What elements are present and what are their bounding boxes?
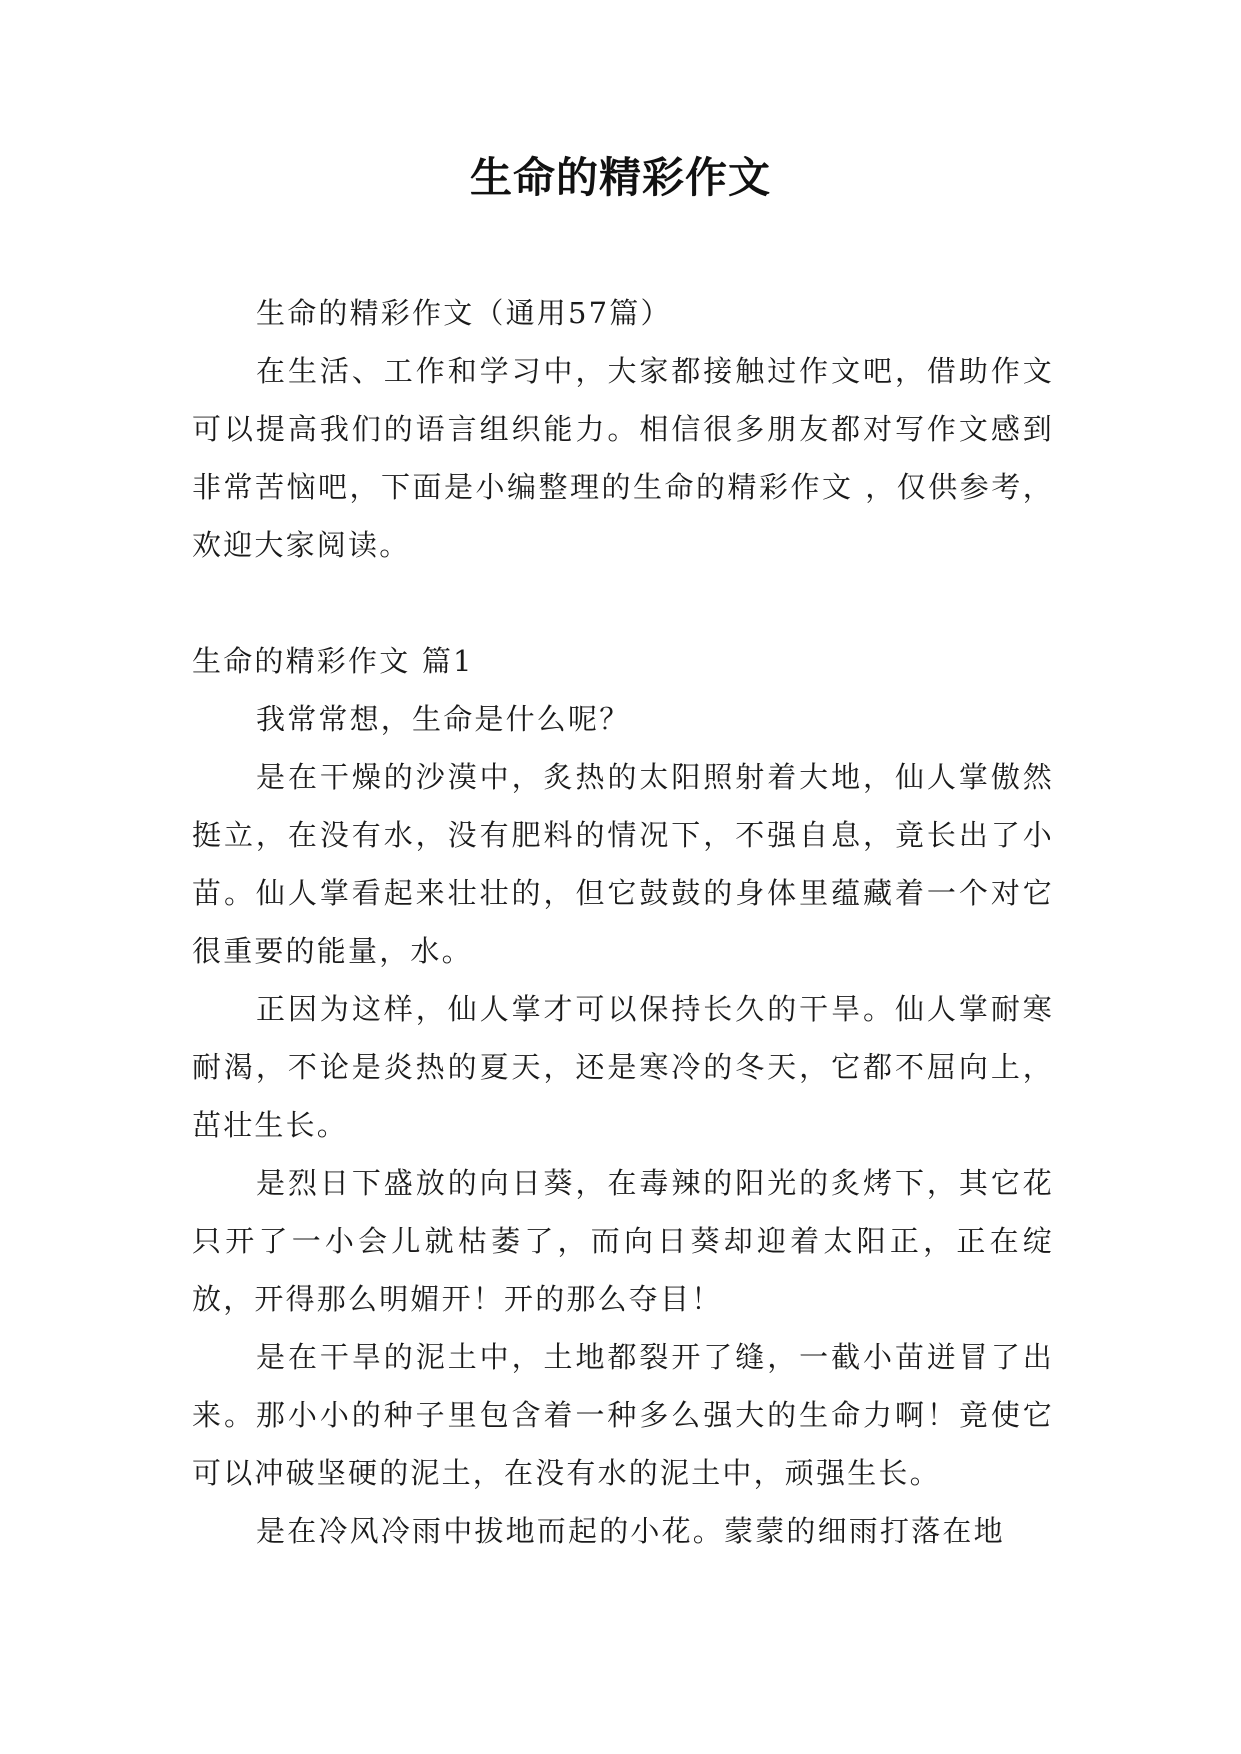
body-paragraph: 正因为这样，仙人掌才可以保持长久的干旱。仙人掌耐寒耐渴，不论是炎热的夏天，还是寒冷的冬天，它都不屈向上，茁壮生长。 (192, 992, 1054, 1142)
document-body (192, 284, 1054, 1560)
body-paragraph: 我常常想，生命是什么呢？ (256, 702, 631, 736)
section-heading: 生命的精彩作文 篇1 (192, 644, 474, 678)
document-subtitle: 生命的精彩作文（通用57篇） (256, 296, 672, 330)
body-paragraph: 是在干燥的沙漠中，炙热的太阳照射着大地，仙人掌傲然挺立，在没有水，没有肥料的情况下，不强自息，竟长出了小苗。仙人掌看起来壮壮的，但它鼓鼓的身体里蕴藏着一个对它很重要的能量，水。 (192, 760, 1054, 968)
document-title: 生命的精彩作文 (469, 153, 771, 202)
body-paragraph: 是在干旱的泥土中，土地都裂开了缝，一截小苗迸冒了出来。那小小的种子里包含着一种多么强大的生命力啊！竟使它可以冲破坚硬的泥土，在没有水的泥土中，顽强生长。 (192, 1340, 1054, 1490)
body-paragraph: 是烈日下盛放的向日葵，在毒辣的阳光的炙烤下，其它花只开了一小会儿就枯萎了，而向日葵却迎着太阳正，正在绽放，开得那么明媚开！开的那么夺目！ (192, 1166, 1054, 1316)
body-paragraph: 是在冷风冷雨中拔地而起的小花。蒙蒙的细雨打落在地 (256, 1514, 1005, 1548)
intro-paragraph: 在生活、工作和学习中，大家都接触过作文吧，借助作文可以提高我们的语言组织能力。相信很多朋友都对写作文感到非常苦恼吧，下面是小编整理的生命的精彩作文 ，仅供参考，欢迎大家阅读。 (192, 354, 1054, 562)
